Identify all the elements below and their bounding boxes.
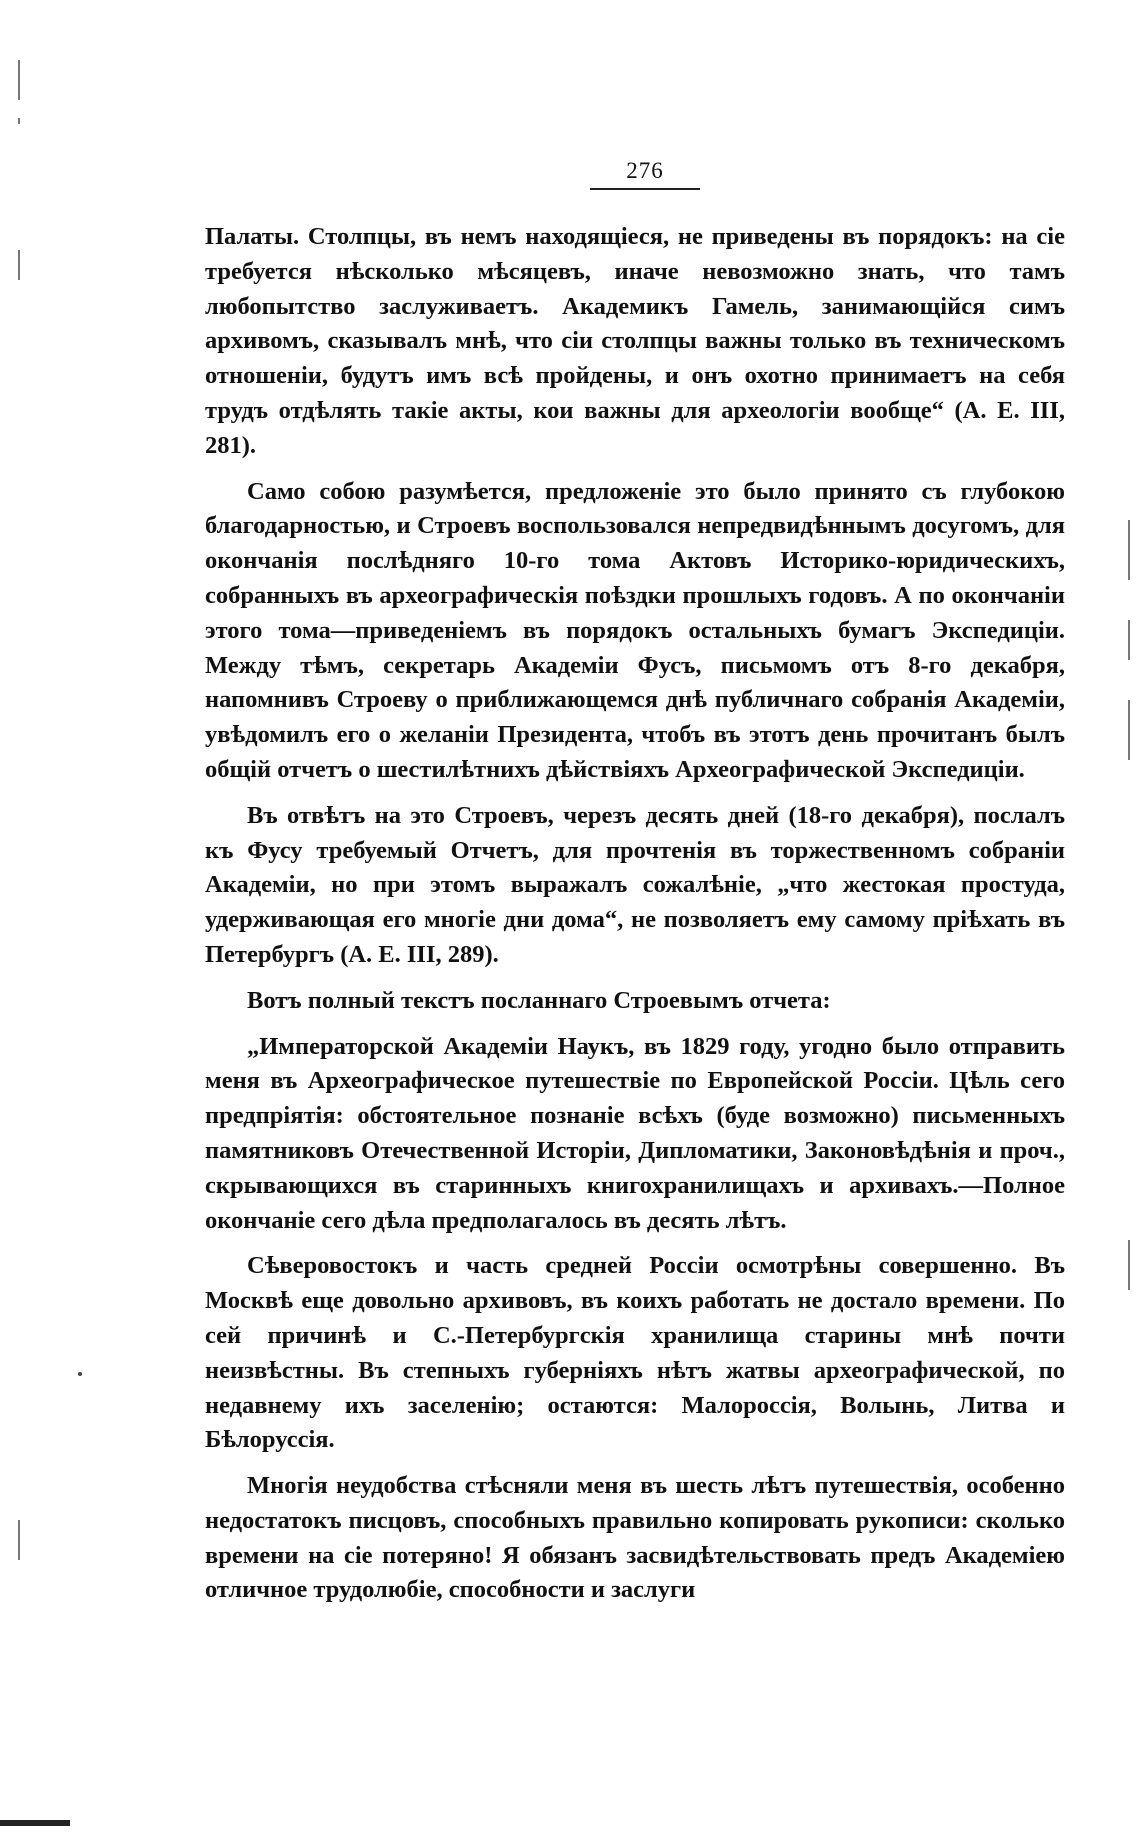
scan-speck <box>78 1372 82 1376</box>
paragraph-5: „Императорской Академіи Наукъ, въ 1829 году, угодно было отправить меня въ Археографическое путешествіе по Европейской Россіи. Цѣль сего предпріятія: обстоятельное познаніе всѣхъ (буде возможно) письменныхъ памятниковъ Отечественной Исторіи, Дипломатики, Законовѣдѣнія и проч., скрывающихся въ старинныхъ книгохранилищахъ и архивахъ.—Полное окончаніе сего дѣла предполагалось въ десять лѣтъ. <box>205 1032 1065 1234</box>
paragraph-4: Вотъ полный текстъ посланнаго Строевымъ отчета: <box>247 986 831 1014</box>
body-text <box>205 220 1065 1619</box>
paragraph-6: Сѣверовостокъ и часть средней Россіи осмотрѣны совершенно. Въ Москвѣ еще довольно архивовъ, въ коихъ работать не достало времени. По сей причинѣ и С.-Петербургскія хранилища старины мнѣ почти неизвѣстны. Въ степныхъ губерніяхъ нѣтъ жатвы археографической, по недавнему ихъ заселенію; остаются: Малороссія, Волынь, Литва и Бѣлоруссія. <box>205 1252 1065 1454</box>
paragraph-3: Въ отвѣтъ на это Строевъ, черезъ десять дней (18-го декабря), послалъ къ Фусу требуемый Отчетъ, для прочтенія въ торжественномъ собраніи Академіи, но при этомъ выражалъ сожалѣніе, „что жестокая простуда, удерживающая его многіе дни дома“, не позволяетъ ему самому пріѣхать въ Петербургъ (А. Е. III, 289). <box>205 801 1065 968</box>
page-number: 276 <box>590 158 700 190</box>
scan-edge-mark <box>0 1820 70 1826</box>
paragraph-1: Палаты. Столпцы, въ немъ находящіеся, не приведены въ порядокъ: на сіе требуется нѣсколько мѣсяцевъ, иначе невозможно знать, что тамъ любопытство заслуживаетъ. Академикъ Гамель, занимающійся симъ архивомъ, сказывалъ мнѣ, что сіи столпцы важны только въ техническомъ отношеніи, будутъ имъ всѣ пройдены, и онъ охотно принимаетъ на себя трудъ отдѣлять такіе акты, кои важны для археологіи вообще“ (А. Е. III, 281). <box>205 223 1065 459</box>
paragraph-7: Многія неудобства стѣсняли меня въ шесть лѣтъ путешествія, особенно недостатокъ писцовъ, способныхъ правильно копировать рукописи: сколько времени на сіе потеряно! Я обязанъ засвидѣтельствовать предъ Академіею отличное трудолюбіе, способности и заслуги <box>205 1472 1065 1604</box>
paragraph-2: Само собою разумѣется, предложеніе это было принято съ глубокою благодарностью, и Строевъ воспользовался непредвидѣннымъ досугомъ, для окончанія послѣдняго 10-го тома Актовъ Историко-юридическихъ, собранныхъ въ археографическія поѣздки прошлыхъ годовъ. А по окончаніи этого тома—приведеніемъ въ порядокъ остальныхъ бумагъ Экспедиціи. Между тѣмъ, секретарь Академіи Фусъ, письмомъ отъ 8-го декабря, напомнивъ Строеву о приближающемся днѣ публичнаго собранія Академіи, увѣдомилъ его о желаніи Президента, чтобъ въ этотъ день прочитанъ былъ общій отчетъ о шестилѣтнихъ дѣйствіяхъ Археографической Экспедиціи. <box>205 477 1065 783</box>
